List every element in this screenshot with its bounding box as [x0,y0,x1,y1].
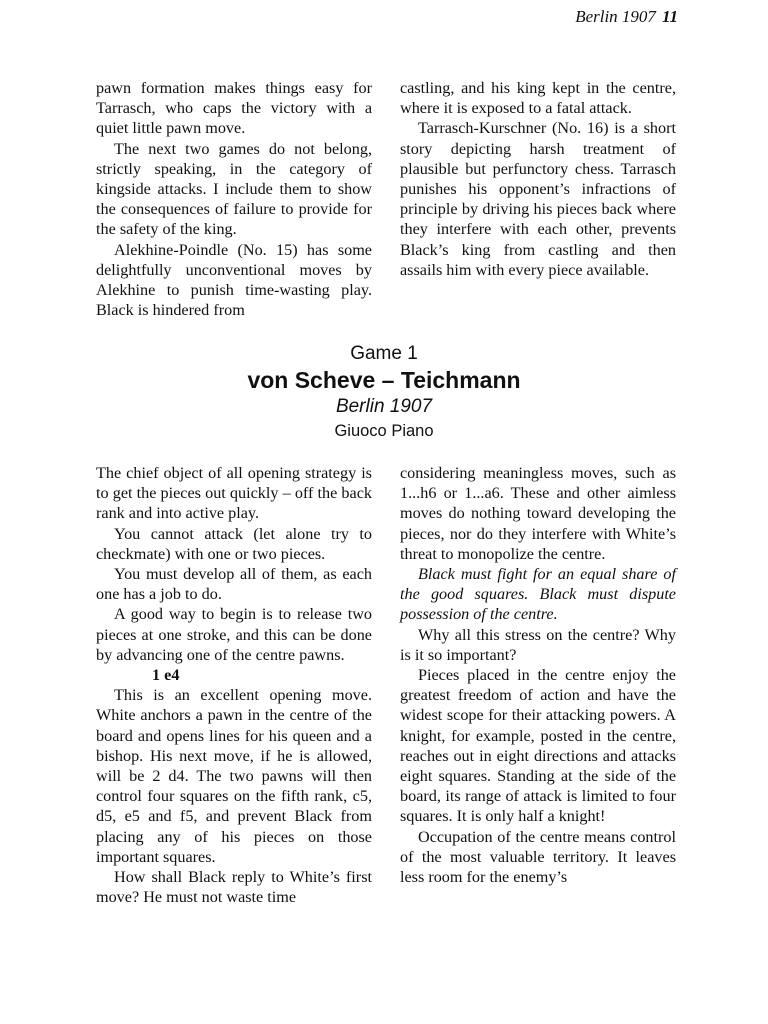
commentary-paragraph: considering meaningless moves, such as 1...h6 or 1...a6. These and other aimless moves do nothing toward developing the pieces, nor do they interfere with White’s threat to monopolize the centre. [400,464,676,563]
intro-right-column [400,78,676,280]
commentary-paragraph: Pieces placed in the centre enjoy the greatest freedom of action and have the widest scope for their attacking powers. A knight, for example, posted in the centre, reaches out in eight directions and attacks eight squares. Standing at the side of the board, its range of attack is limited to four squares. It is only half a knight! [400,666,676,826]
game-place: Berlin 1907 [335,396,433,417]
commentary-paragraph: How shall Black reply to White’s first move? He must not waste time [96,868,372,907]
intro-paragraph: Alekhine-Poindle (No. 15) has some delightfully unconventional moves by Alekhine to punish time-wasting play. Black is hindered from [96,240,372,320]
commentary-paragraph: This is an excellent opening move. White anchors a pawn in the centre of the board and opens lines for his queen and a bishop. His next move, if he is allowed, will be 2 d4. The two pawns will then control four squares on the fifth rank, c5, d5, e5 and f5, and prevent Black from placing any of his pieces on those important squares. [96,686,372,866]
commentary-paragraph: Occupation of the centre means control of the most valuable territory. It leaves less room for the enemy’s [400,827,676,887]
game-number: Game 1 [350,343,418,364]
intro-paragraph: Tarrasch-Kurschner (No. 16) is a short story depicting harsh treatment of plausible but perfunctory chess. Tarrasch punishes his opponent’s infractions of principle by driving his pieces back where they interfere with each other, prevents Black’s king from castling and then assails him with every piece available. [400,119,676,279]
commentary-paragraph: The chief object of all opening strategy is to get the pieces out quickly – off the back rank and into active play. [96,464,372,523]
running-head [575,7,678,27]
commentary-right-column [400,463,676,887]
running-head-title: Berlin 1907 [575,7,656,26]
page-number: 11 [661,7,678,26]
game-opening: Giuoco Piano [334,422,434,440]
intro-paragraph: pawn formation makes things easy for Tarrasch, who caps the victory with a quiet little pawn move. [96,79,372,138]
commentary-paragraph: Why all this stress on the centre? Why is it so important? [400,625,676,664]
commentary-paragraph: You cannot attack (let alone try to checkmate) with one or two pieces. [96,524,372,563]
chess-move: 1 e4 [152,666,180,685]
intro-paragraph: The next two games do not belong, strictly speaking, in the category of kingside attacks. I include them to show the consequences of failure to provide for the safety of the king. [96,139,372,239]
intro-paragraph: castling, and his king kept in the centre, where it is exposed to a fatal attack. [400,79,676,118]
emphasis-paragraph: Black must fight for an equal share of the good squares. Black must dispute possession of the centre. [400,565,676,624]
game-players-title: von Scheve – Teichmann [247,367,521,393]
intro-left-column [96,78,372,320]
commentary-left-column [96,463,372,907]
commentary-paragraph: You must develop all of them, as each one has a job to do. [96,565,372,604]
commentary-paragraph: A good way to begin is to release two pieces at one stroke, and this can be done by advancing one of the centre pawns. [96,605,372,664]
